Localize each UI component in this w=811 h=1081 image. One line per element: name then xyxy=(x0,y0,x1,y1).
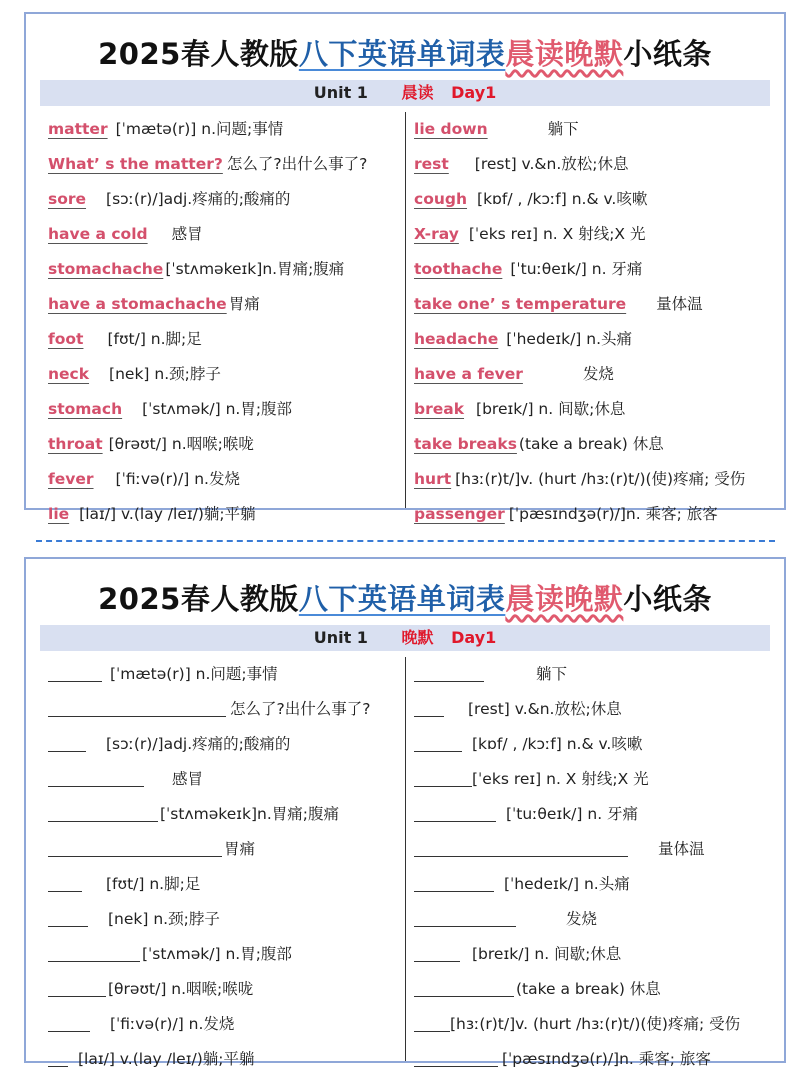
vocab-definition: [sɔː(r)/]adj.疼痛的;酸痛的 xyxy=(106,735,291,753)
vocab-row xyxy=(414,937,774,972)
answer-blank[interactable] xyxy=(48,941,140,962)
vocab-definition: [breɪk/] n. 间歇;休息 xyxy=(472,945,622,963)
vocab-definition: (take a break) 休息 xyxy=(516,980,661,998)
vocab-row xyxy=(414,727,774,762)
vocab-definition: [ˈhedeɪk/] n.头痛 xyxy=(504,875,630,893)
vocab-definition: [breɪk/] n. 间歇;休息 xyxy=(476,400,626,418)
vocab-definition: [ˈpæsɪndʒə(r)/]n. 乘客; 旅客 xyxy=(502,1050,711,1068)
vocab-definition: [ˈhedeɪk/] n.头痛 xyxy=(506,330,633,348)
answer-blank[interactable] xyxy=(414,1011,450,1032)
vocab-row xyxy=(48,937,400,972)
vocab-row xyxy=(48,692,400,727)
vocab-definition: 感冒 xyxy=(172,770,204,788)
vocab-definition: [rest] v.&n.放松;休息 xyxy=(474,155,629,173)
vocab-row xyxy=(414,357,774,392)
vocab-row xyxy=(48,1007,400,1042)
answer-blank[interactable] xyxy=(48,696,226,717)
vocab-row xyxy=(414,322,774,357)
answer-blank[interactable] xyxy=(414,906,516,927)
answer-blank[interactable] xyxy=(48,661,102,682)
vocab-row xyxy=(48,497,400,532)
vocab-row xyxy=(48,727,400,762)
day-label: Day1 xyxy=(451,83,497,102)
vocab-row xyxy=(48,357,400,392)
vocab-definition: 怎么了?出什么事了? xyxy=(230,700,371,718)
vocab-row xyxy=(48,462,400,497)
vocab-definition: 量体温 xyxy=(656,295,703,313)
vocab-definition: [ˈstʌməkeɪk]n.胃痛;腹痛 xyxy=(160,805,339,823)
vocab-row xyxy=(414,217,774,252)
vocab-word: rest xyxy=(414,155,449,173)
vocab-row xyxy=(414,392,774,427)
vocab-row xyxy=(414,287,774,322)
vocab-word: neck xyxy=(48,365,90,383)
vocab-definition: 发烧 xyxy=(566,910,598,928)
unit-banner xyxy=(40,80,770,106)
vocab-word: X-ray xyxy=(414,225,459,243)
vocab-row xyxy=(48,657,400,692)
answer-blank[interactable] xyxy=(48,1011,90,1032)
vocab-row xyxy=(48,287,400,322)
vocab-word: cough xyxy=(414,190,468,208)
answer-blank[interactable] xyxy=(48,871,82,892)
vocab-word: lie down xyxy=(414,120,488,138)
vocab-definition: [rest] v.&n.放松;休息 xyxy=(468,700,622,718)
vocab-row xyxy=(414,692,774,727)
vocab-definition: [nek] n.颈;脖子 xyxy=(108,910,220,928)
vocab-word: take one’ s temperature xyxy=(414,295,627,313)
vocab-row xyxy=(48,972,400,1007)
answer-blank[interactable] xyxy=(48,766,144,787)
vocab-definition: [ˈeks reɪ] n. X 射线;X 光 xyxy=(468,225,646,243)
answer-blank[interactable] xyxy=(414,766,472,787)
vocab-row xyxy=(48,217,400,252)
answer-blank[interactable] xyxy=(414,976,514,997)
vocab-definition: [ˈstʌmək/] n.胃;腹部 xyxy=(142,400,293,418)
vocab-row xyxy=(414,1007,774,1042)
vocab-definition: 胃痛 xyxy=(224,840,256,858)
vocab-word: have a cold xyxy=(48,225,148,243)
vocab-word: foot xyxy=(48,330,84,348)
answer-blank[interactable] xyxy=(414,696,444,717)
vocab-row xyxy=(48,762,400,797)
answer-blank[interactable] xyxy=(48,906,88,927)
vocab-row xyxy=(414,867,774,902)
vocab-definition: [ˈmætə(r)] n.问题;事情 xyxy=(110,665,278,683)
morning-reading-card xyxy=(24,12,786,523)
vocab-row xyxy=(414,657,774,692)
vocab-row xyxy=(48,112,400,147)
vocab-word: lie xyxy=(48,505,70,523)
vocab-definition: [hɜː(r)t/]v. (hurt /hɜː(r)t/)(使)疼痛; 受伤 xyxy=(455,470,746,488)
vocab-definition: 胃痛 xyxy=(228,295,260,313)
vocab-word: fever xyxy=(48,470,94,488)
vocab-row xyxy=(414,902,774,937)
vocab-row xyxy=(414,182,774,217)
answer-blank[interactable] xyxy=(414,1046,498,1067)
column-divider xyxy=(405,657,406,1061)
vocab-word: throat xyxy=(48,435,103,453)
answer-blank[interactable] xyxy=(48,731,86,752)
vocab-row xyxy=(48,182,400,217)
vocab-row xyxy=(48,392,400,427)
vocab-row xyxy=(414,497,774,532)
vocab-definition: [ˈfiːvə(r)/] n.发烧 xyxy=(110,1015,235,1033)
vocab-row xyxy=(414,1042,774,1077)
vocab-row xyxy=(48,1042,400,1077)
vocab-word: passenger xyxy=(414,505,505,523)
vocab-right-column xyxy=(414,112,774,523)
vocab-row xyxy=(414,762,774,797)
vocab-definition: [laɪ/] v.(lay /leɪ/)躺;平躺 xyxy=(79,505,256,523)
vocab-definition: [hɜː(r)t/]v. (hurt /hɜː(r)t/)(使)疼痛; 受伤 xyxy=(450,1015,741,1033)
vocab-definition: 躺下 xyxy=(536,665,568,683)
vocab-definition: 发烧 xyxy=(582,365,614,383)
vocab-definition: 怎么了?出什么事了? xyxy=(226,155,368,173)
vocab-word: matter xyxy=(48,120,108,138)
answer-blank[interactable] xyxy=(414,836,628,857)
vocab-definition: [ˈmætə(r)] n.问题;事情 xyxy=(115,120,284,138)
vocab-definition: [θrəʊt/] n.咽喉;喉咙 xyxy=(108,435,254,453)
dictation-right-column xyxy=(414,657,774,1068)
mode-label: 晚默 xyxy=(401,628,434,647)
unit-banner xyxy=(40,625,770,651)
vocab-row xyxy=(414,462,774,497)
vocab-definition: 感冒 xyxy=(171,225,203,243)
vocab-row xyxy=(48,902,400,937)
vocab-word: stomachache xyxy=(48,260,164,278)
day-label: Day1 xyxy=(451,628,497,647)
vocab-word: break xyxy=(414,400,465,418)
page-title: 2025春人教版八下英语单词表晨读晚默小纸条 xyxy=(98,582,712,616)
page-title: 2025春人教版八下英语单词表晨读晚默小纸条 xyxy=(98,37,712,71)
vocab-definition: [ˈpæsɪndʒə(r)/]n. 乘客; 旅客 xyxy=(508,505,718,523)
answer-blank[interactable] xyxy=(48,801,158,822)
vocab-definition: [nek] n.颈;脖子 xyxy=(109,365,221,383)
answer-blank[interactable] xyxy=(414,661,484,682)
vocab-word: have a stomachache xyxy=(48,295,227,313)
vocab-row xyxy=(48,832,400,867)
vocab-row xyxy=(414,832,774,867)
vocab-definition: (take a break) 休息 xyxy=(518,435,664,453)
answer-blank[interactable] xyxy=(414,941,460,962)
vocab-definition: [θrəʊt/] n.咽喉;喉咙 xyxy=(108,980,254,998)
vocab-row xyxy=(414,252,774,287)
vocab-definition: [ˈstʌmək/] n.胃;腹部 xyxy=(142,945,292,963)
vocab-word: stomach xyxy=(48,400,123,418)
vocab-definition: [fʊt/] n.脚;足 xyxy=(106,875,201,893)
answer-blank[interactable] xyxy=(414,801,496,822)
vocab-row xyxy=(48,322,400,357)
vocab-definition: 量体温 xyxy=(658,840,705,858)
vocab-definition: [ˈeks reɪ] n. X 射线;X 光 xyxy=(472,770,649,788)
answer-blank[interactable] xyxy=(48,1046,68,1067)
answer-blank[interactable] xyxy=(414,731,462,752)
vocab-row xyxy=(48,147,400,182)
vocab-row xyxy=(414,112,774,147)
vocab-row xyxy=(48,252,400,287)
vocab-row xyxy=(414,427,774,462)
vocab-row xyxy=(48,797,400,832)
vocab-word: headache xyxy=(414,330,499,348)
unit-label: Unit 1 xyxy=(313,628,368,647)
vocab-word: hurt xyxy=(414,470,452,488)
answer-blank[interactable] xyxy=(48,836,222,857)
column-divider xyxy=(405,112,406,508)
vocab-row xyxy=(414,797,774,832)
vocab-definition: 躺下 xyxy=(547,120,579,138)
vocab-word: toothache xyxy=(414,260,503,278)
vocab-definition: [kɒf/ , /kɔːf] n.& v.咳嗽 xyxy=(472,735,643,753)
vocab-row xyxy=(48,427,400,462)
dictation-left-column xyxy=(48,657,400,1068)
vocab-left-column xyxy=(48,112,400,523)
vocab-definition: [laɪ/] v.(lay /leɪ/)躺;平躺 xyxy=(78,1050,255,1068)
mode-label: 晨读 xyxy=(401,83,434,102)
vocab-word: take breaks xyxy=(414,435,517,453)
vocab-row xyxy=(48,867,400,902)
vocab-row xyxy=(414,147,774,182)
cut-line xyxy=(36,540,775,542)
evening-dictation-card xyxy=(24,557,786,1068)
vocab-definition: [sɔː(r)/]adj.疼痛的;酸痛的 xyxy=(106,190,291,208)
vocab-definition: [ˈstʌməkeɪk]n.胃痛;腹痛 xyxy=(165,260,345,278)
vocab-definition: [ˈtuːθeɪk/] n. 牙痛 xyxy=(510,260,643,278)
vocab-word: have a fever xyxy=(414,365,523,383)
unit-label: Unit 1 xyxy=(313,83,368,102)
vocab-columns xyxy=(40,657,770,1068)
vocab-definition: [fʊt/] n.脚;足 xyxy=(107,330,202,348)
vocab-word: sore xyxy=(48,190,87,208)
answer-blank[interactable] xyxy=(414,871,494,892)
vocab-definition: [ˈtuːθeɪk/] n. 牙痛 xyxy=(506,805,639,823)
vocab-word: What’ s the matter? xyxy=(48,155,223,173)
answer-blank[interactable] xyxy=(48,976,106,997)
vocab-columns xyxy=(40,112,770,523)
vocab-definition: [ˈfiːvə(r)/] n.发烧 xyxy=(115,470,240,488)
vocab-row xyxy=(414,972,774,1007)
vocab-definition: [kɒf/ , /kɔːf] n.& v.咳嗽 xyxy=(477,190,648,208)
